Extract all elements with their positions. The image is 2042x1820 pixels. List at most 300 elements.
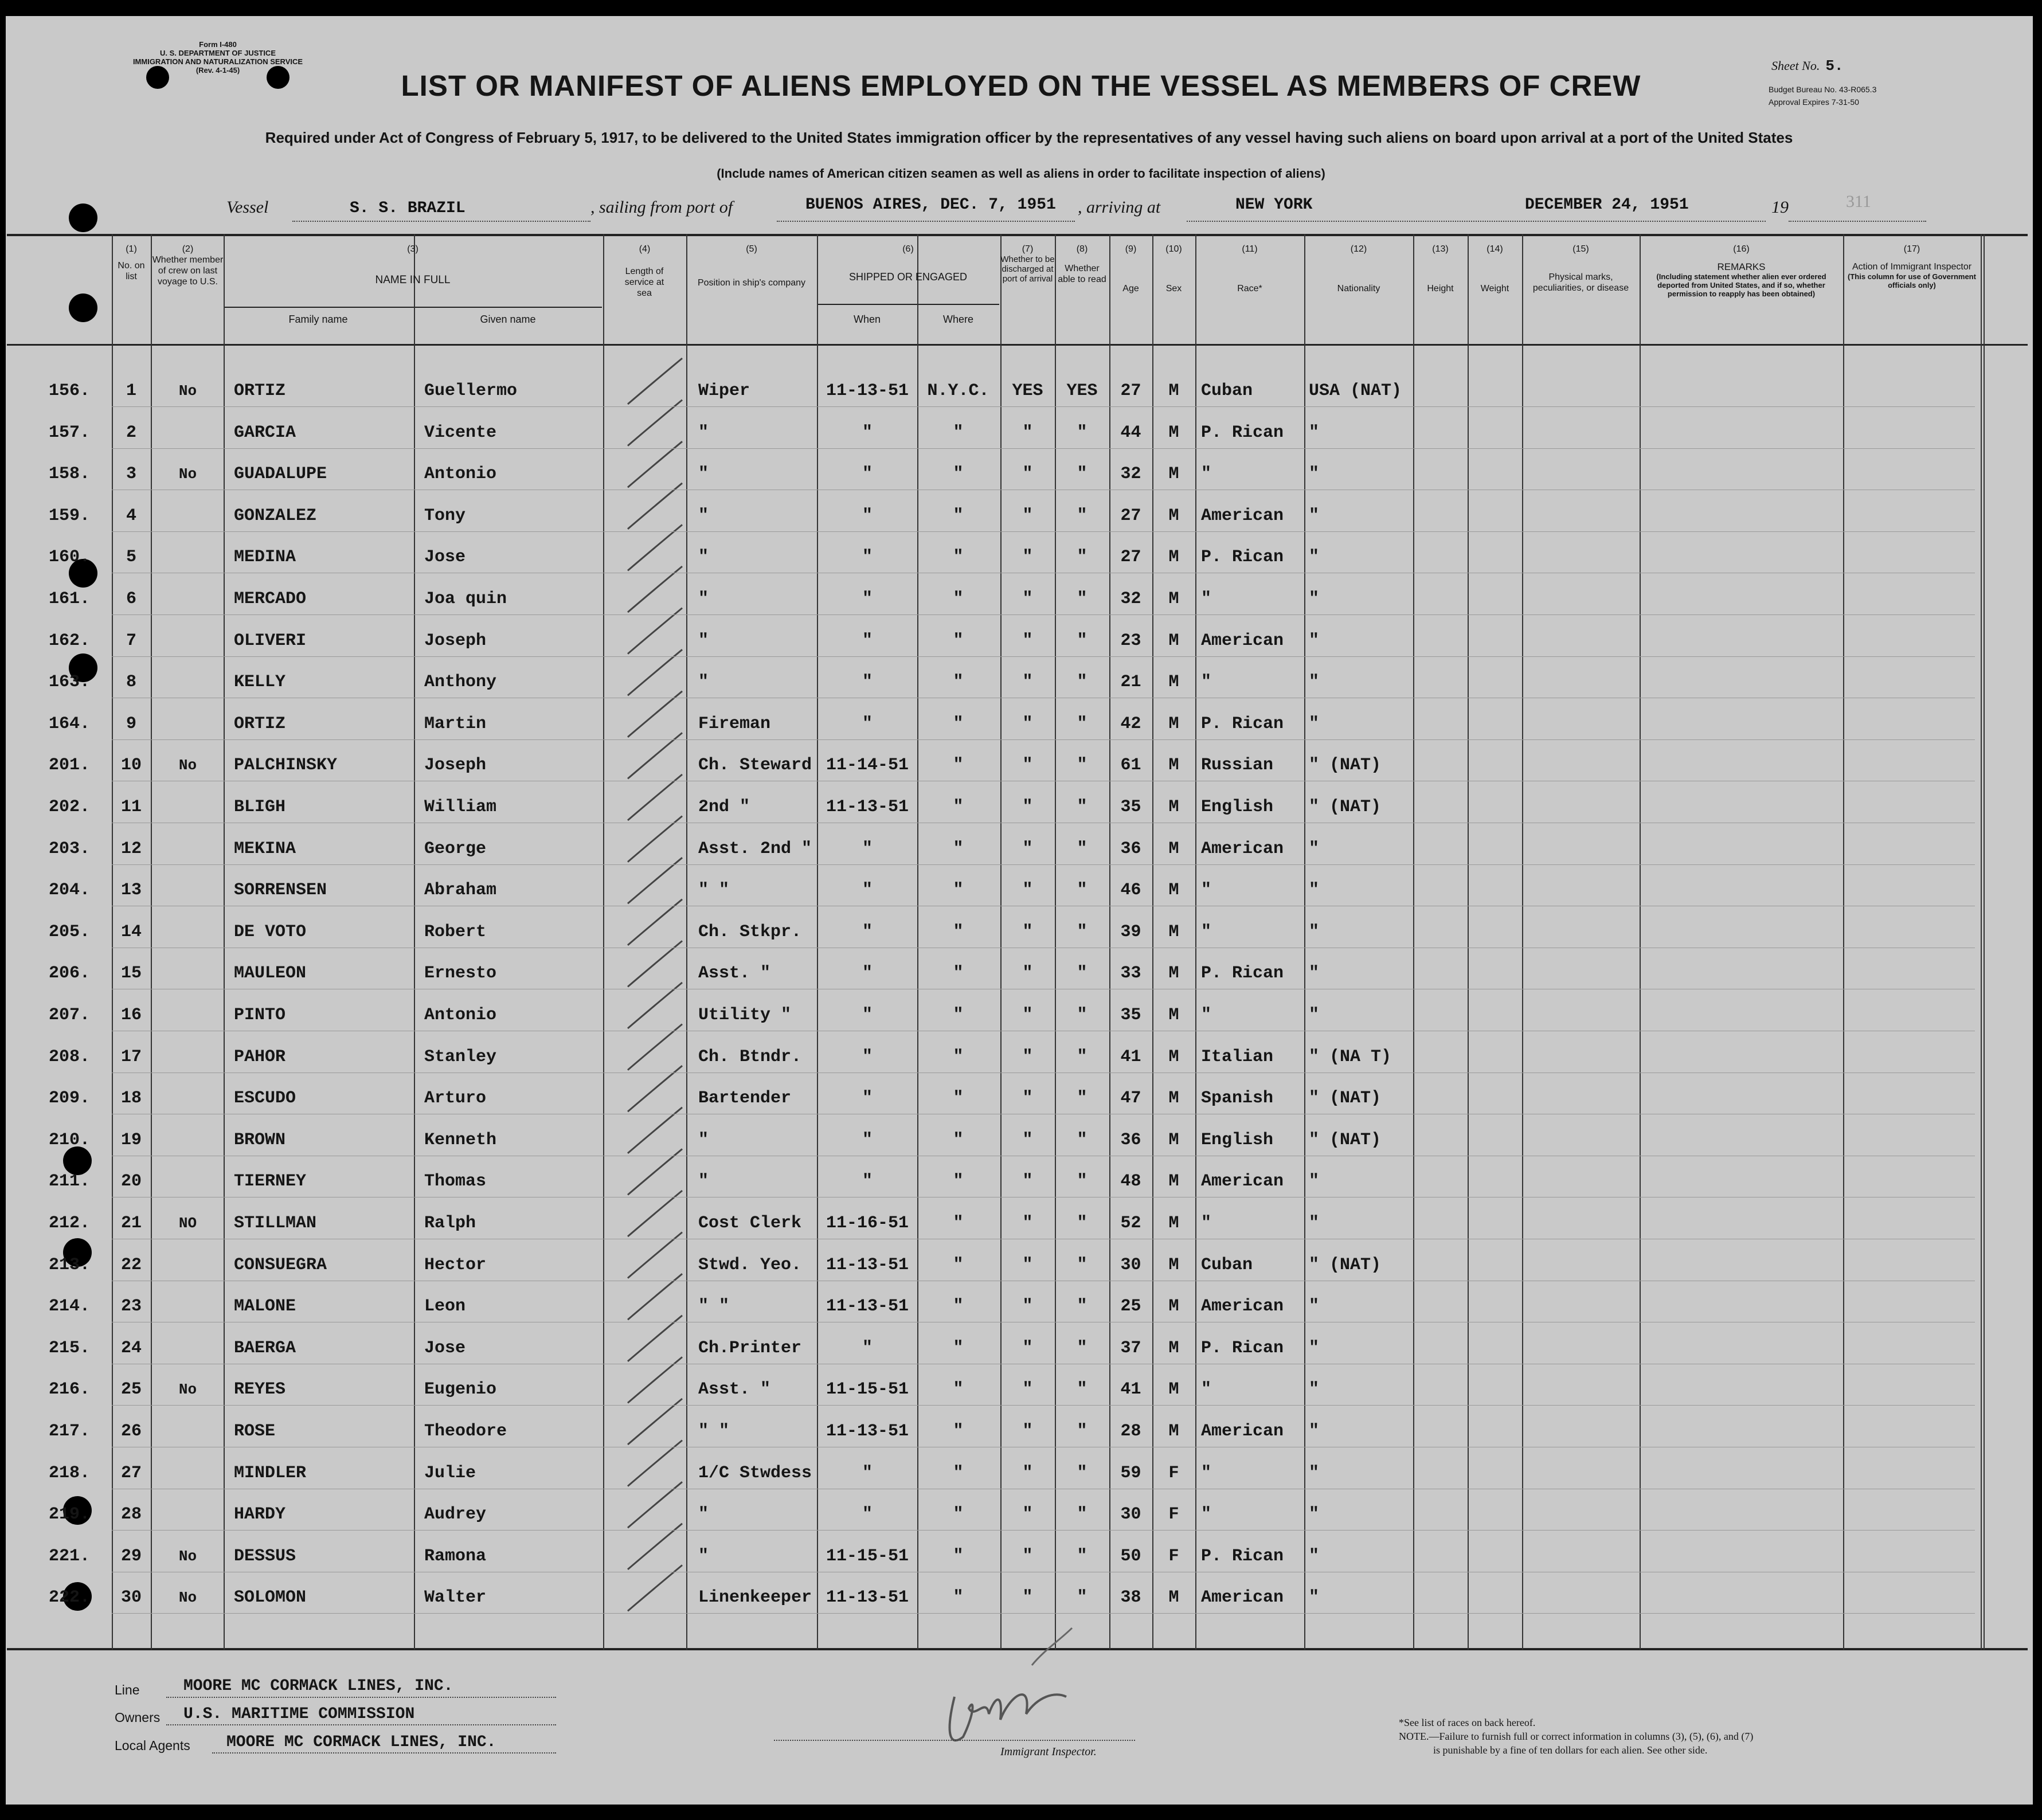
discharged: "	[1022, 464, 1033, 484]
line-number: 217.	[49, 1422, 91, 1441]
line-number: 221.	[49, 1546, 91, 1566]
discharged: "	[1022, 922, 1033, 942]
able-to-read: "	[1077, 839, 1087, 859]
able-to-read: "	[1077, 880, 1087, 901]
able-to-read: "	[1077, 1047, 1087, 1067]
binder-hole	[69, 293, 97, 322]
able-to-read: "	[1077, 506, 1087, 526]
given-name: William	[424, 797, 497, 817]
discharged: "	[1022, 589, 1033, 609]
position: Utility "	[698, 1005, 792, 1025]
line-label: Line	[115, 1682, 140, 1697]
sex: M	[1168, 880, 1179, 901]
subheader-rule	[224, 307, 602, 308]
shipped-when: "	[862, 631, 873, 651]
column-rule	[686, 234, 687, 1650]
nationality: "	[1309, 464, 1320, 484]
discharged: "	[1022, 880, 1033, 901]
discharged: "	[1022, 1172, 1033, 1192]
age: 36	[1120, 1130, 1141, 1150]
given-name: Walter	[424, 1588, 487, 1608]
position: " "	[698, 1422, 730, 1441]
sex: M	[1168, 631, 1179, 651]
department: U. S. DEPARTMENT OF JUSTICE	[160, 49, 276, 57]
previous-voyage: No	[178, 1589, 197, 1607]
position: Ch. Steward	[698, 756, 812, 776]
position: "	[698, 506, 709, 526]
shipped-when: "	[862, 1089, 873, 1109]
column-rule	[414, 234, 415, 1650]
col-label: Whether member of crew on last voyage to U.S.	[152, 255, 224, 287]
dotted-line	[777, 221, 1075, 222]
sex: M	[1168, 672, 1179, 692]
col-3-family-header: Family name	[288, 314, 348, 325]
line-number: 209.	[49, 1089, 91, 1109]
nationality: "	[1309, 1297, 1320, 1317]
able-to-read: "	[1077, 631, 1087, 651]
agents-label: Local Agents	[115, 1738, 190, 1753]
shipped-where: "	[953, 1047, 964, 1067]
row-number: 22	[120, 1255, 142, 1275]
col-number: (13)	[1432, 244, 1449, 254]
given-name: Jose	[424, 547, 466, 567]
line-number: 158.	[49, 464, 91, 484]
nationality: "	[1309, 422, 1320, 443]
race: P. Rican	[1201, 422, 1284, 443]
position: 2nd "	[698, 797, 750, 817]
col-number: (17)	[1903, 244, 1920, 254]
shipped-where: "	[953, 1089, 964, 1109]
col-label: Length of service at sea	[624, 267, 664, 298]
row-number: 25	[120, 1380, 142, 1400]
col-8-header	[1055, 244, 1109, 285]
row-number: 20	[120, 1172, 142, 1192]
sailing-port: BUENOS AIRES, DEC. 7, 1951	[805, 196, 1056, 214]
col-3-given-header: Given name	[480, 314, 536, 325]
family-name: MALONE	[234, 1297, 296, 1317]
able-to-read: "	[1077, 797, 1087, 817]
age: 33	[1120, 964, 1141, 984]
able-to-read: "	[1077, 1338, 1087, 1358]
arrival-date: DECEMBER 24, 1951	[1525, 196, 1689, 214]
able-to-read: "	[1077, 547, 1087, 567]
position: " "	[698, 1297, 730, 1317]
given-name: Kenneth	[424, 1130, 497, 1150]
line-number: 206.	[49, 964, 91, 984]
col-number: (5)	[746, 244, 757, 254]
given-name: Leon	[424, 1297, 466, 1317]
col-number: (8)	[1076, 244, 1088, 254]
age: 27	[1120, 381, 1141, 401]
col-1-header	[112, 244, 151, 282]
previous-voyage: No	[178, 1547, 197, 1565]
line-number: 157.	[49, 422, 91, 443]
nationality: "	[1309, 547, 1320, 567]
year-label: 19	[1771, 198, 1789, 217]
race: "	[1201, 880, 1212, 901]
row-number: 24	[120, 1338, 142, 1358]
race: American	[1201, 1172, 1284, 1192]
age: 27	[1120, 506, 1141, 526]
row-number: 8	[126, 672, 136, 692]
discharged: "	[1022, 1089, 1033, 1109]
col-number: (7)	[1022, 244, 1034, 254]
budget-bureau: Budget Bureau No. 43-R065.3	[1769, 85, 1877, 94]
discharged: "	[1022, 547, 1033, 567]
shipped-where: "	[953, 547, 964, 567]
able-to-read: "	[1077, 1089, 1087, 1109]
column-rule	[1468, 234, 1469, 1650]
position: Ch. Btndr.	[698, 1047, 802, 1067]
shipped-where: "	[953, 756, 964, 776]
nationality: " (NAT)	[1309, 756, 1382, 776]
sex: M	[1168, 922, 1179, 942]
age: 61	[1120, 756, 1141, 776]
race: "	[1201, 1463, 1212, 1483]
line-number: 201.	[49, 756, 91, 776]
position: Ch.Printer	[698, 1338, 802, 1358]
shipped-when: 11-13-51	[826, 1297, 909, 1317]
nationality: "	[1309, 1505, 1320, 1525]
nationality: "	[1309, 839, 1320, 859]
sailing-label: , sailing from port of	[590, 198, 733, 217]
nationality: "	[1309, 506, 1320, 526]
sex: M	[1168, 1172, 1179, 1192]
col-number: (2)	[182, 244, 194, 254]
row-number: 12	[120, 839, 142, 859]
discharged: "	[1022, 839, 1033, 859]
sex: M	[1168, 714, 1179, 734]
race: "	[1201, 922, 1212, 942]
col-label: Whether able to read	[1058, 264, 1106, 284]
age: 52	[1120, 1214, 1141, 1233]
family-name: CONSUEGRA	[234, 1255, 327, 1275]
discharged: "	[1022, 756, 1033, 776]
line-number: 218.	[49, 1463, 91, 1483]
age: 41	[1120, 1380, 1141, 1400]
family-name: GUADALUPE	[234, 464, 327, 484]
shipped-when: "	[862, 964, 873, 984]
col-17-header	[1843, 244, 1981, 289]
row-rule	[112, 531, 1975, 532]
nationality: " (NAT)	[1309, 1089, 1382, 1109]
col-label: SHIPPED OR ENGAGED	[848, 271, 968, 283]
service: IMMIGRATION AND NATURALIZATION SERVICE	[132, 57, 303, 66]
nationality: "	[1309, 1546, 1320, 1566]
col-number: (12)	[1350, 244, 1367, 254]
age: 42	[1120, 714, 1141, 734]
sex: M	[1168, 797, 1179, 817]
position: 1/C Stwdess	[698, 1463, 812, 1483]
shipped-where: "	[953, 1255, 964, 1275]
given-name: Joa quin	[424, 589, 507, 609]
position: Cost Clerk	[698, 1214, 802, 1233]
shipped-where: "	[953, 1005, 964, 1025]
able-to-read: "	[1077, 1546, 1087, 1566]
penalty-note-2: is punishable by a fine of ten dollars for each alien. See other side.	[1433, 1744, 1708, 1756]
family-name: DESSUS	[234, 1546, 296, 1566]
col-3-header	[224, 244, 602, 285]
discharged: "	[1022, 1047, 1033, 1067]
position: Asst. 2nd "	[698, 839, 812, 859]
able-to-read: "	[1077, 422, 1087, 443]
family-name: MERCADO	[234, 589, 307, 609]
shipped-when: 11-13-51	[826, 1255, 909, 1275]
col-number: (9)	[1125, 244, 1137, 254]
able-to-read: "	[1077, 1588, 1087, 1608]
row-number: 9	[126, 714, 136, 734]
line-number: 203.	[49, 839, 91, 859]
sex: M	[1168, 1005, 1179, 1025]
nationality: "	[1309, 672, 1320, 692]
shipped-when: "	[862, 589, 873, 609]
shipped-when: "	[862, 839, 873, 859]
sex: M	[1168, 547, 1179, 567]
age: 32	[1120, 464, 1141, 484]
row-number: 10	[120, 756, 142, 776]
position: "	[698, 1546, 709, 1566]
position: "	[698, 464, 709, 484]
row-number: 29	[120, 1546, 142, 1566]
row-number: 7	[126, 631, 136, 651]
given-name: Jose	[424, 1338, 466, 1358]
shipped-where: "	[953, 1546, 964, 1566]
row-number: 13	[120, 880, 142, 901]
row-number: 18	[120, 1089, 142, 1109]
shipped-where: "	[953, 1380, 964, 1400]
nationality: "	[1309, 589, 1320, 609]
able-to-read: "	[1077, 756, 1087, 776]
given-name: Martin	[424, 714, 487, 734]
shipped-where: "	[953, 797, 964, 817]
able-to-read: "	[1077, 1214, 1087, 1233]
row-rule	[112, 406, 1975, 407]
row-number: 21	[120, 1214, 142, 1233]
row-rule	[112, 448, 1975, 449]
column-rule	[224, 234, 225, 1650]
line-value: MOORE MC CORMACK LINES, INC.	[183, 1677, 453, 1695]
given-name: Guellermo	[424, 381, 518, 401]
col-10-header	[1152, 244, 1195, 294]
shipped-where: "	[953, 922, 964, 942]
position: Stwd. Yeo.	[698, 1255, 802, 1275]
shipped-when: 11-13-51	[826, 1588, 909, 1608]
shipped-where: "	[953, 589, 964, 609]
given-name: Tony	[424, 506, 466, 526]
discharged: "	[1022, 422, 1033, 443]
line-number: 207.	[49, 1005, 91, 1025]
age: 28	[1120, 1422, 1141, 1441]
age: 41	[1120, 1047, 1141, 1067]
nationality: "	[1309, 1422, 1320, 1441]
position: Linenkeeper	[698, 1588, 812, 1608]
agents-value: MOORE MC CORMACK LINES, INC.	[226, 1733, 496, 1751]
shipped-when: "	[862, 1172, 873, 1192]
race: "	[1201, 1505, 1212, 1525]
age: 23	[1120, 631, 1141, 651]
age: 32	[1120, 589, 1141, 609]
row-rule	[112, 656, 1975, 657]
sheet-stamp: 311	[1846, 192, 1871, 211]
discharged: "	[1022, 1422, 1033, 1441]
line-number: 156.	[49, 381, 91, 401]
family-name: ESCUDO	[234, 1089, 296, 1109]
col-5-header	[686, 244, 817, 288]
row-number: 1	[126, 381, 136, 401]
nationality: " (NAT)	[1309, 1130, 1382, 1150]
row-number: 5	[126, 547, 136, 567]
previous-voyage: No	[178, 1381, 197, 1399]
col-12-header	[1304, 244, 1413, 294]
shipped-where: "	[953, 1214, 964, 1233]
nationality: "	[1309, 631, 1320, 651]
position: "	[698, 1130, 709, 1150]
line-number: 204.	[49, 880, 91, 901]
race: American	[1201, 506, 1284, 526]
able-to-read: "	[1077, 1130, 1087, 1150]
able-to-read: "	[1077, 672, 1087, 692]
row-rule	[112, 1613, 1975, 1614]
col-label: Physical marks, peculiarities, or disease	[1532, 272, 1629, 293]
column-rule	[1981, 234, 1982, 1650]
sex: M	[1168, 1214, 1179, 1233]
nationality: "	[1309, 1338, 1320, 1358]
given-name: Ralph	[424, 1214, 476, 1233]
line-number: 210.	[49, 1130, 91, 1150]
able-to-read: "	[1077, 964, 1087, 984]
age: 50	[1120, 1546, 1141, 1566]
arriving-label: , arriving at	[1078, 198, 1161, 217]
given-name: Abraham	[424, 880, 497, 901]
sex: M	[1168, 839, 1179, 859]
position: " "	[698, 880, 730, 901]
col-label: Age	[1122, 284, 1139, 293]
line-number: 205.	[49, 922, 91, 942]
column-rule	[1195, 234, 1196, 1650]
position: Asst. "	[698, 1380, 771, 1400]
col-7-header	[1000, 244, 1055, 284]
previous-voyage: No	[178, 465, 197, 483]
col-16-header	[1640, 244, 1843, 298]
shipped-when: "	[862, 1505, 873, 1525]
shipped-when: "	[862, 422, 873, 443]
col-number: (6)	[902, 244, 914, 254]
age: 37	[1120, 1338, 1141, 1358]
races-note: *See list of races on back hereof.	[1399, 1717, 1536, 1728]
sex: F	[1168, 1546, 1179, 1566]
shipped-where: "	[953, 1422, 964, 1441]
given-name: Joseph	[424, 756, 487, 776]
given-name: Audrey	[424, 1505, 487, 1525]
shipped-where: "	[953, 631, 964, 651]
penalty-note-1: NOTE.—Failure to furnish full or correct information in columns (3), (5), (6), and (7)	[1399, 1731, 1754, 1742]
race: P. Rican	[1201, 547, 1284, 567]
given-name: Ramona	[424, 1546, 487, 1566]
discharged: "	[1022, 1338, 1033, 1358]
nationality: "	[1309, 1380, 1320, 1400]
race: "	[1201, 672, 1212, 692]
binder-hole	[69, 203, 97, 232]
shipped-when: "	[862, 1463, 873, 1483]
discharged: "	[1022, 1546, 1033, 1566]
signature-line	[774, 1740, 1135, 1741]
given-name: Eugenio	[424, 1380, 497, 1400]
shipped-when: "	[862, 672, 873, 692]
line-number: 212.	[49, 1214, 91, 1233]
given-name: Stanley	[424, 1047, 497, 1067]
col-number: (10)	[1165, 244, 1182, 254]
age: 47	[1120, 1089, 1141, 1109]
line-number: 215.	[49, 1338, 91, 1358]
column-rule	[603, 234, 604, 1650]
given-name: Joseph	[424, 631, 487, 651]
shipped-when: "	[862, 922, 873, 942]
race: P. Rican	[1201, 964, 1284, 984]
age: 21	[1120, 672, 1141, 692]
col-label: No. on list	[118, 261, 145, 281]
shipped-when: "	[862, 1130, 873, 1150]
shipped-where: "	[953, 1172, 964, 1192]
family-name: BAERGA	[234, 1338, 296, 1358]
discharged: "	[1022, 1214, 1033, 1233]
family-name: MEDINA	[234, 547, 296, 567]
nationality: "	[1309, 1214, 1320, 1233]
able-to-read: YES	[1066, 381, 1098, 401]
shipped-when: 11-13-51	[826, 1422, 909, 1441]
race: "	[1201, 1380, 1212, 1400]
col-14-header	[1468, 244, 1522, 294]
age: 30	[1120, 1505, 1141, 1525]
shipped-where: "	[953, 1130, 964, 1150]
discharged: "	[1022, 714, 1033, 734]
age: 46	[1120, 880, 1141, 901]
form-number: Form I-480	[199, 40, 237, 49]
race: "	[1201, 1005, 1212, 1025]
able-to-read: "	[1077, 1380, 1087, 1400]
discharged: "	[1022, 1380, 1033, 1400]
able-to-read: "	[1077, 464, 1087, 484]
row-number: 26	[120, 1422, 142, 1441]
given-name: Anthony	[424, 672, 497, 692]
able-to-read: "	[1077, 1005, 1087, 1025]
family-name: MAULEON	[234, 964, 307, 984]
line-number: 213.	[49, 1255, 91, 1275]
race: American	[1201, 1588, 1284, 1608]
position: Wiper	[698, 381, 750, 401]
race: American	[1201, 631, 1284, 651]
line-number: 162.	[49, 631, 91, 651]
row-number: 19	[120, 1130, 142, 1150]
col-number: (11)	[1242, 244, 1258, 254]
age: 59	[1120, 1463, 1141, 1483]
shipped-where: "	[953, 839, 964, 859]
row-number: 17	[120, 1047, 142, 1067]
row-number: 3	[126, 464, 136, 484]
nationality: " (NA T)	[1309, 1047, 1392, 1067]
col-6-when-header: When	[853, 314, 881, 325]
row-number: 27	[120, 1463, 142, 1483]
column-rule	[817, 234, 818, 1650]
previous-voyage: No	[178, 757, 197, 774]
column-rule	[1304, 234, 1305, 1650]
row-rule	[112, 1405, 1975, 1406]
vessel-name: S. S. BRAZIL	[350, 199, 465, 217]
given-name: Antonio	[424, 464, 497, 484]
position: "	[698, 672, 709, 692]
able-to-read: "	[1077, 922, 1087, 942]
position: Bartender	[698, 1089, 792, 1109]
race: Russian	[1201, 756, 1274, 776]
